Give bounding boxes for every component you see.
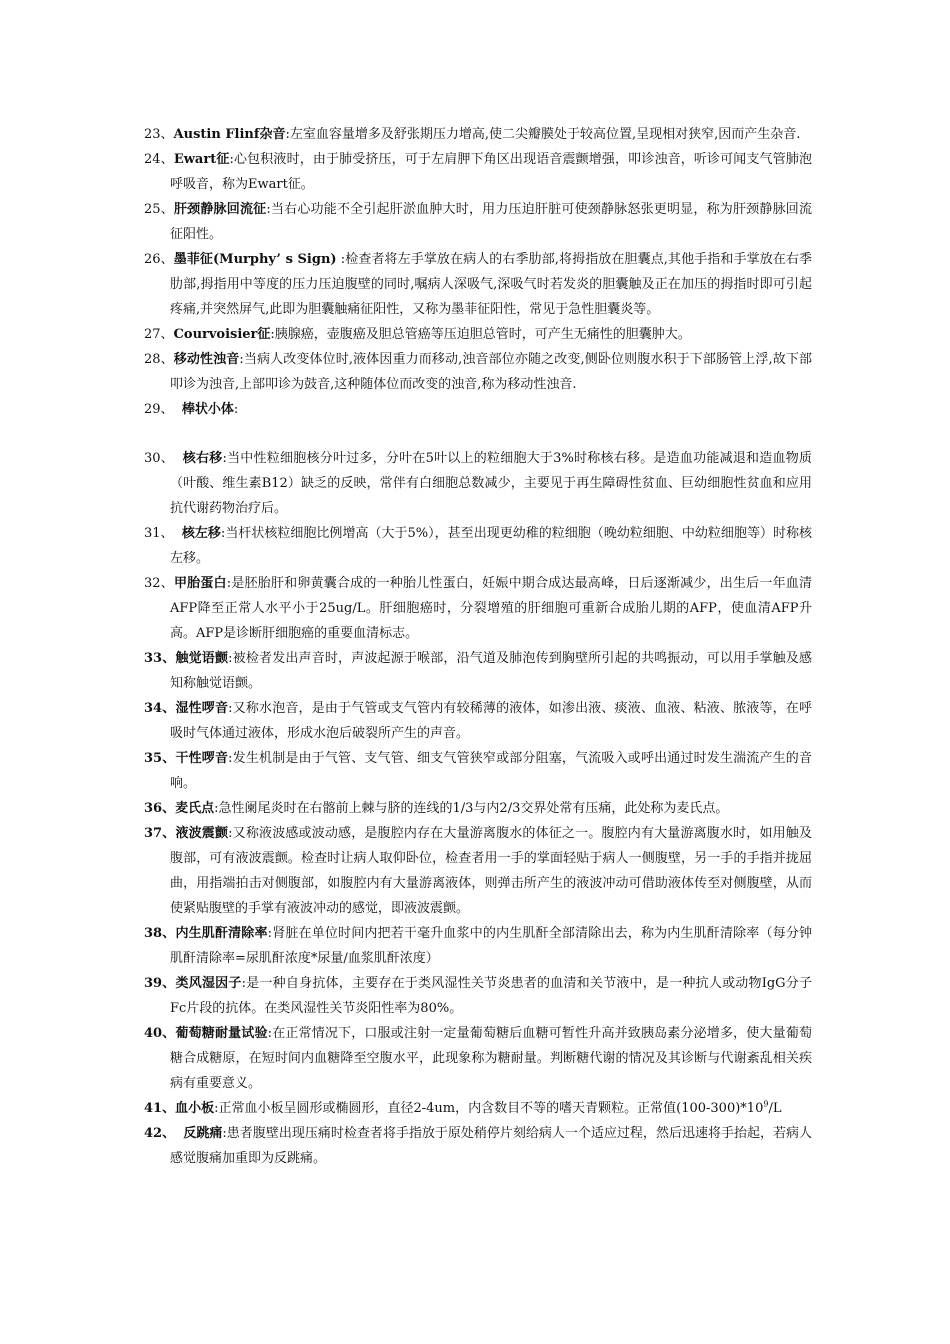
entry-34: 34、湿性啰音:又称水泡音，是由于气管或支气管内有较稀薄的液体，如渗出液、痰液、血液、粘液、脓液等，在呼吸时气体通过液体，形成水泡后破裂所产生的声音。	[144, 701, 812, 741]
entry-25: 25、肝颈静脉回流征:当右心功能不全引起肝淤血肿大时，用力压迫肝脏可使颈静脉怒张更明显，称为肝颈静脉回流征阳性。	[144, 202, 812, 242]
entry-42: 42、 反跳痛:患者腹壁出现压痛时检查者将手指放于原处稍停片刻给病人一个适应过程，然后迅速将手抬起，若病人感觉腹痛加重即为反跳痛。	[144, 1126, 812, 1166]
document-page	[144, 122, 812, 1171]
entry-36: 36、麦氏点:急性阑尾炎时在右髂前上棘与脐的连线的1/3与内2/3交界处常有压痛，此处称为麦氏点。	[144, 801, 729, 816]
entry-41: 41、血小板:正常血小板呈圆形或椭圆形，直径2-4um，内含数目不等的嗜天青颗粒。正常值$(100-300)*10^9/L$	[144, 1099, 782, 1116]
entry-27: 27、Courvoisier征:胰腺癌，壶腹癌及胆总管癌等压迫胆总管时，可产生无痛性的胆囊肿大。	[144, 327, 691, 342]
entry-24: 24、Ewart征:心包积液时，由于肺受挤压，可于左肩胛下角区出现语音震颤增强，叩诊浊音，听诊可闻支气管肺泡呼吸音，称为Ewart征。	[144, 152, 812, 192]
entry-30: 30、 核右移:当中性粒细胞核分叶过多，分叶在5叶以上的粒细胞大于3%时称核右移。是造血功能减退和造血物质（叶酸、维生素B12）缺乏的反映，常伴有白细胞总数减少，主要见于再生障碍性贫血、巨幼细胞性贫血和应用抗代谢药物治疗后。	[144, 451, 812, 516]
entry-39: 39、类风湿因子:是一种自身抗体，主要存在于类风湿性关节炎患者的血清和关节液中，是一种抗人或动物IgG分子Fc片段的抗体。在类风湿性关节炎阳性率为80%。	[144, 976, 812, 1016]
entry-33: 33、触觉语颤:被检者发出声音时，声波起源于喉部，沿气道及肺泡传到胸壁所引起的共鸣振动，可以用手掌触及感知称触觉语颤。	[144, 651, 812, 691]
entry-23: 23、Austin Flinf杂音:左室血容量增多及舒张期压力增高,使二尖瓣膜处于较高位置,呈现相对狭窄,因而产生杂音.	[144, 127, 801, 142]
entry-38: 38、内生肌酐清除率:肾脏在单位时间内把若干毫升血浆中的内生肌酐全部清除出去，称为内生肌酐清除率（每分钟肌酐清除率=尿肌酐浓度*尿量/血浆肌酐浓度）	[144, 926, 812, 966]
entry-35: 35、干性啰音:发生机制是由于气管、支气管、细支气管狭窄或部分阻塞，气流吸入或呼出通过时发生湍流产生的音响。	[144, 751, 812, 791]
entry-37: 37、液波震颤:又称液波感或波动感，是腹腔内存在大量游离腹水的体征之一。腹腔内有大量游离腹水时，如用触及腹部，可有液波震颤。检查时让病人取仰卧位，检查者用一手的掌面轻贴于病人一侧腹壁，另一手的手指并拢屈曲，用指端拍击对侧腹部，如腹腔内有大量游离液体，则弹击所产生的液波冲动可借助液体传至对侧腹壁，从而使紧贴腹壁的手掌有液波冲动的感觉，即液波震颤。	[144, 826, 812, 916]
entry-40: 40、葡萄糖耐量试验:在正常情况下，口服或注射一定量葡萄糖后血糖可暂性升高并致胰岛素分泌增多，使大量葡萄糖合成糖原，在短时间内血糖降至空腹水平，此现象称为糖耐量。判断糖代谢的情况及其诊断与代谢紊乱相关疾病有重要意义。	[144, 1026, 812, 1091]
blank-gap	[144, 422, 812, 446]
entry-26: 26、墨菲征(Murphy’ s Sign) :检查者将左手掌放在病人的右季肋部,将拇指放在胆囊点,其他手指和手掌放在右季肋部,拇指用中等度的压力压迫腹壁的同时,嘱病人深吸气,深吸气时若发炎的胆囊触及正在加压的拇指时即可引起疼痛,并突然屏气,此即为胆囊触痛征阳性，又称为墨菲征阳性，常见于急性胆囊炎等。	[144, 252, 812, 317]
entry-28: 28、移动性浊音:当病人改变体位时,液体因重力而移动,浊音部位亦随之改变,侧卧位则腹水积于下部肠管上浮,故下部叩诊为浊音,上部叩诊为鼓音,这种随体位而改变的浊音,称为移动性浊音.	[144, 352, 812, 392]
entry-31: 31、 核左移:当杆状核粒细胞比例增高（大于5%），甚至出现更幼稚的粒细胞（晚幼粒细胞、中幼粒细胞等）时称核左移。	[144, 526, 813, 566]
entry-29: 29、 棒状小体:	[144, 402, 239, 417]
entry-32: 32、甲胎蛋白:是胚胎肝和卵黄囊合成的一种胎儿性蛋白，妊娠中期合成达最高峰，日后逐渐减少，出生后一年血清AFP降至正常人水平小于25ug/L。肝细胞癌时，分裂增殖的肝细胞可重新合成胎儿期的AFP，使血清AFP升高。AFP是诊断肝细胞癌的重要血清标志。	[144, 576, 812, 641]
